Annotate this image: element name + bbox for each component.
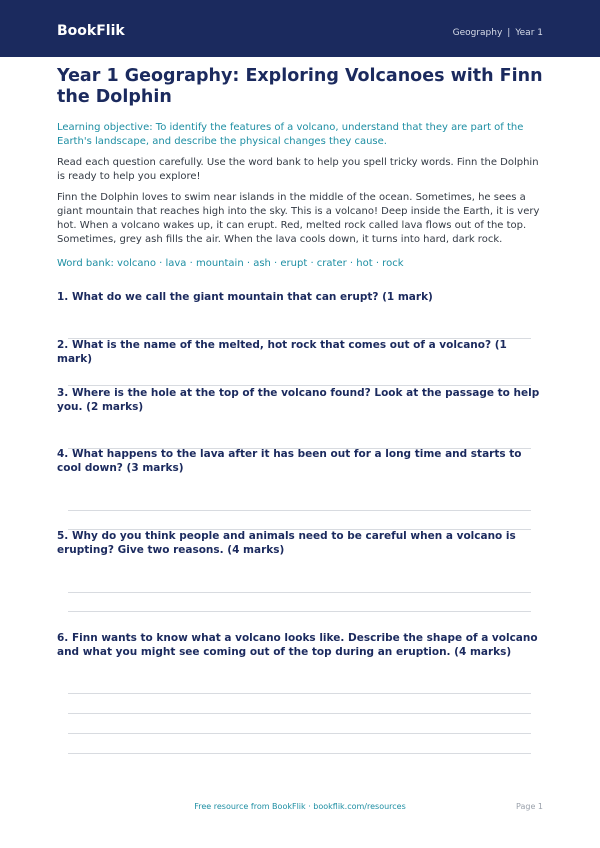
answer-line[interactable] (68, 733, 531, 734)
header-meta (453, 28, 543, 38)
header-separator: | (507, 28, 511, 38)
page-header (0, 0, 600, 57)
reading-passage: Finn the Dolphin loves to swim near islands in the middle of the ocean. Sometimes, he sees a giant mountain that reaches high into the sky. This is a volcano! Deep inside the Earth, it is very hot. When a volcano wakes up, it can erupt. Red, melted rock called lava flows out of the top. Sometimes, grey ash fills the air. When the lava cools down, it turns into hard, dark rock. (57, 192, 540, 245)
header-year: Year 1 (515, 28, 543, 38)
answer-line[interactable] (68, 693, 531, 694)
page-number: Page 1 (516, 802, 543, 811)
question-1: 1. What do we call the giant mountain that can erupt? (1 mark) (57, 291, 433, 303)
footer-resource-link[interactable]: Free resource from BookFlik · bookflik.com/resources (194, 802, 406, 811)
answer-line[interactable] (68, 510, 531, 511)
answer-line[interactable] (68, 713, 531, 714)
header-subject: Geography (452, 28, 503, 38)
answer-line[interactable] (68, 592, 531, 593)
brand-logo: BookFlik (57, 23, 125, 39)
question-5: 5. Why do you think people and animals need to be careful when a volcano is erupting? Give two reasons. (4 marks) (57, 530, 516, 556)
answer-line[interactable] (68, 753, 531, 754)
question-2: 2. What is the name of the melted, hot rock that comes out of a volcano? (1 mark) (57, 339, 507, 365)
learning-objective: Learning objective: To identify the features of a volcano, understand that they are part of the Earth's landscape, and describe the physical changes they cause. (57, 122, 524, 147)
question-4: 4. What happens to the lava after it has been out for a long time and starts to cool down? (3 marks) (57, 448, 522, 474)
worksheet-title: Year 1 Geography: Exploring Volcanoes with Finn the Dolphin (57, 66, 543, 107)
word-bank: Word bank: volcano · lava · mountain · ash · erupt · crater · hot · rock (57, 258, 404, 269)
answer-line[interactable] (68, 611, 531, 612)
instructions: Read each question carefully. Use the word bank to help you spell tricky words. Finn the Dolphin is ready to help you explore! (57, 157, 539, 182)
question-3: 3. Where is the hole at the top of the volcano found? Look at the passage to help you. (2 marks) (57, 387, 540, 413)
question-6: 6. Finn wants to know what a volcano looks like. Describe the shape of a volcano and what you might see coming out of the top during an eruption. (4 marks) (57, 632, 538, 658)
